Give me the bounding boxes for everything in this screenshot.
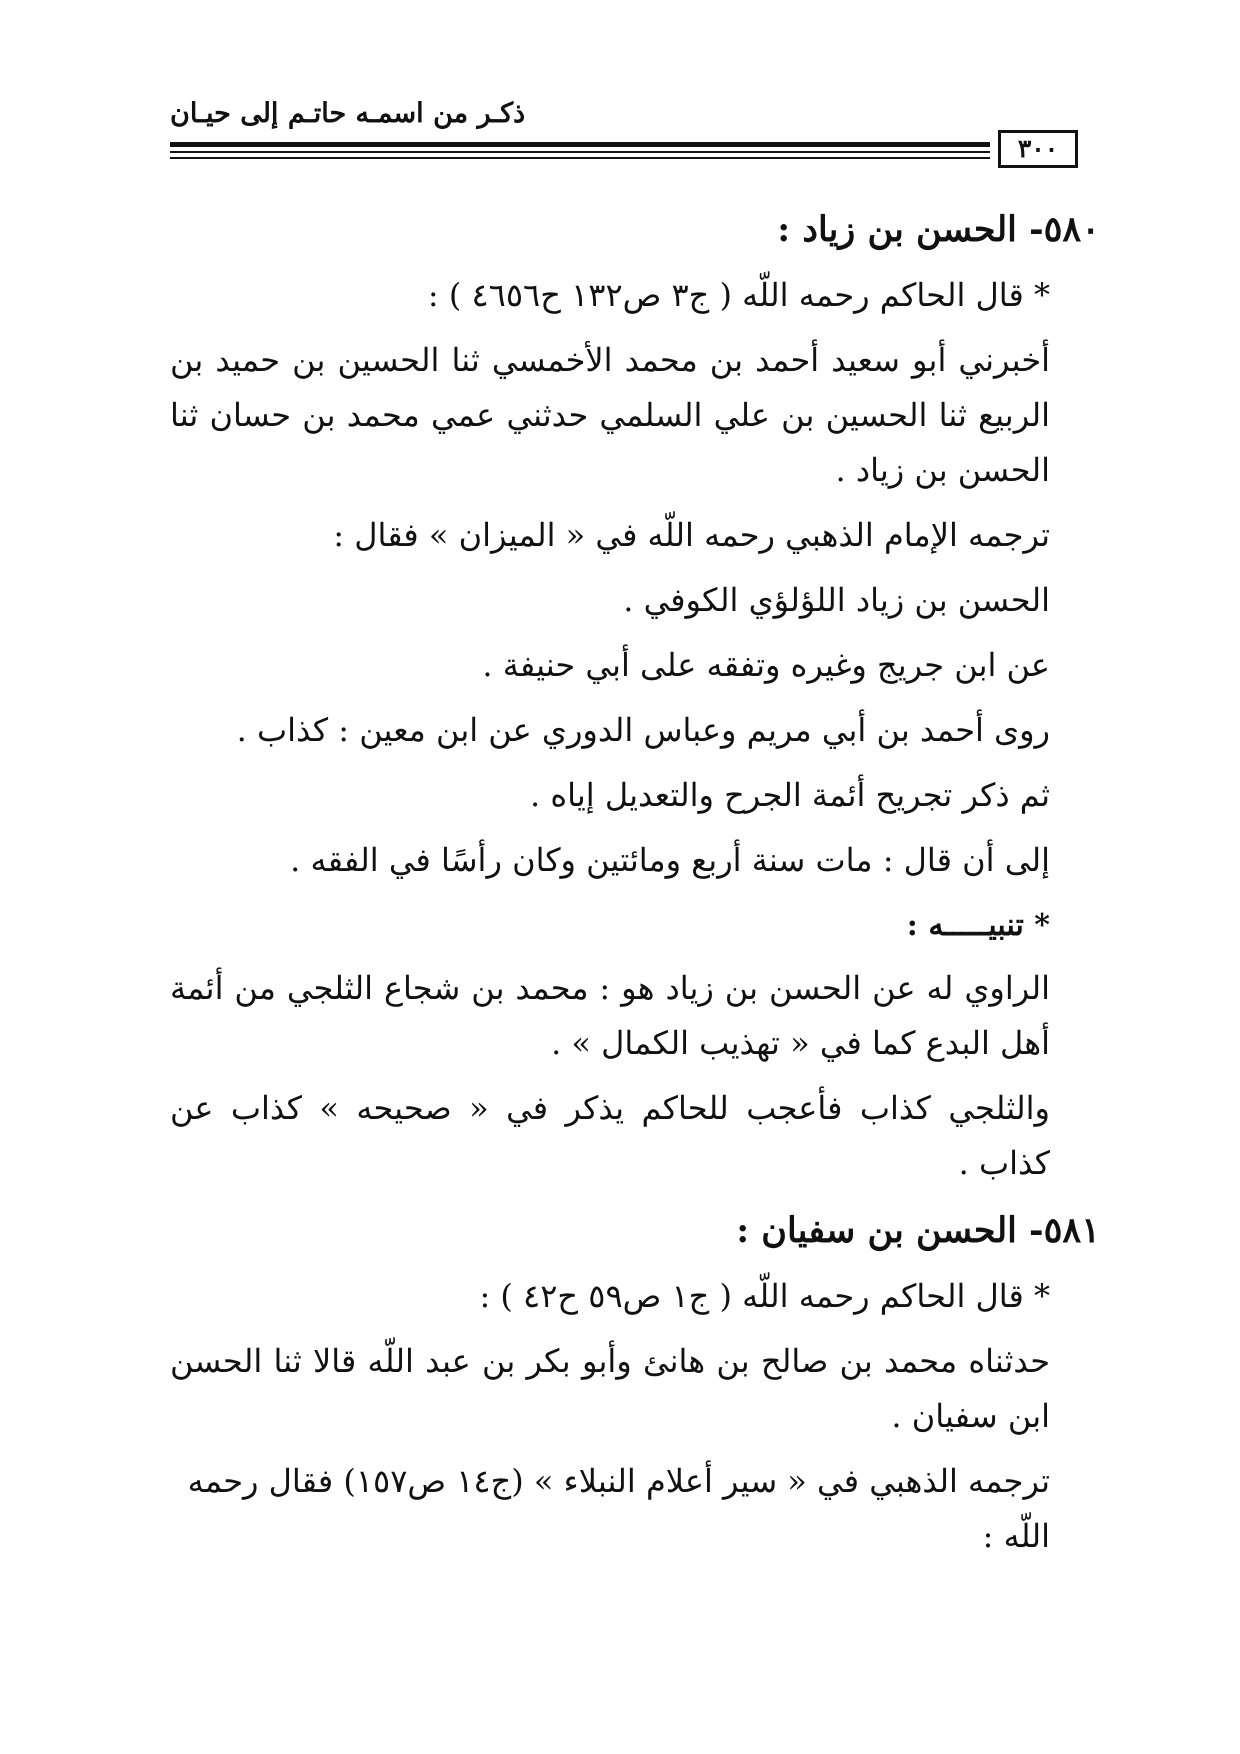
page-number-box: ٣٠٠: [998, 130, 1078, 168]
header-rule-thick: [170, 142, 990, 147]
biography-line: روى أحمد بن أبي مريم وعباس الدوري عن ابن معين : كذاب .: [236, 711, 1050, 749]
source-citation: * قال الحاكم رحمه اللّه ( ج٣ ص١٣٢ ح٤٦٥٦ ) :: [427, 276, 1050, 314]
tarjama-intro: ترجمه الذهبي في « سير أعلام النبلاء » (ج١٤ ص١٥٧) فقال رحمه اللّه :: [187, 1462, 1050, 1555]
header-rule-group: [170, 130, 1100, 170]
isnad-paragraph: أخبرني أبو سعيد أحمد بن محمد الأخمسي ثنا الحسين بن حميد بن الربيع ثنا الحسين بن علي السلمي حدثني عمي محمد بن حسان ثنا الحسن بن زياد .: [170, 341, 1050, 489]
biography-line: الحسن بن زياد اللؤلؤي الكوفي .: [623, 581, 1050, 619]
isnad-paragraph: حدثناه محمد بن صالح بن هانئ وأبو بكر بن عبد اللّه قالا ثنا الحسن ابن سفيان .: [170, 1342, 1051, 1435]
page: [170, 80, 1100, 1700]
running-title: ذكـر من اسمـه حاتـم إلى حيـان: [170, 98, 526, 129]
biography-line: ثم ذكر تجريح أئمة الجرح والتعديل إياه .: [530, 776, 1050, 814]
header-rule-thin: [170, 157, 990, 159]
note-heading: * تنبيـــــه :: [906, 908, 1050, 943]
biography-line: عن ابن جريج وغيره وتفقه على أبي حنيفة .: [482, 646, 1050, 684]
entry-heading: ٥٨١- الحسن بن سفيان :: [736, 1210, 1100, 1251]
note-paragraph: الراوي له عن الحسن بن زياد هو : محمد بن شجاع الثلجي من أئمة أهل البدع كما في « تهذيب الكمال » .: [170, 969, 1051, 1062]
page-content: [170, 200, 1100, 1574]
source-citation: * قال الحاكم رحمه اللّه ( ج١ ص٥٩ ح٤٢ ) :: [479, 1277, 1050, 1315]
biography-line: إلى أن قال : مات سنة أربع ومائتين وكان رأسًا في الفقه .: [290, 841, 1050, 879]
tarjama-intro: ترجمه الإمام الذهبي رحمه اللّه في « الميزان » فقال :: [333, 516, 1050, 554]
entry-heading: ٥٨٠- الحسن بن زياد :: [777, 209, 1100, 250]
header-rule-thin: [170, 151, 990, 153]
note-paragraph: والثلجي كذاب فأعجب للحاكم يذكر في « صحيحه » كذاب عن كذاب .: [170, 1089, 1050, 1182]
